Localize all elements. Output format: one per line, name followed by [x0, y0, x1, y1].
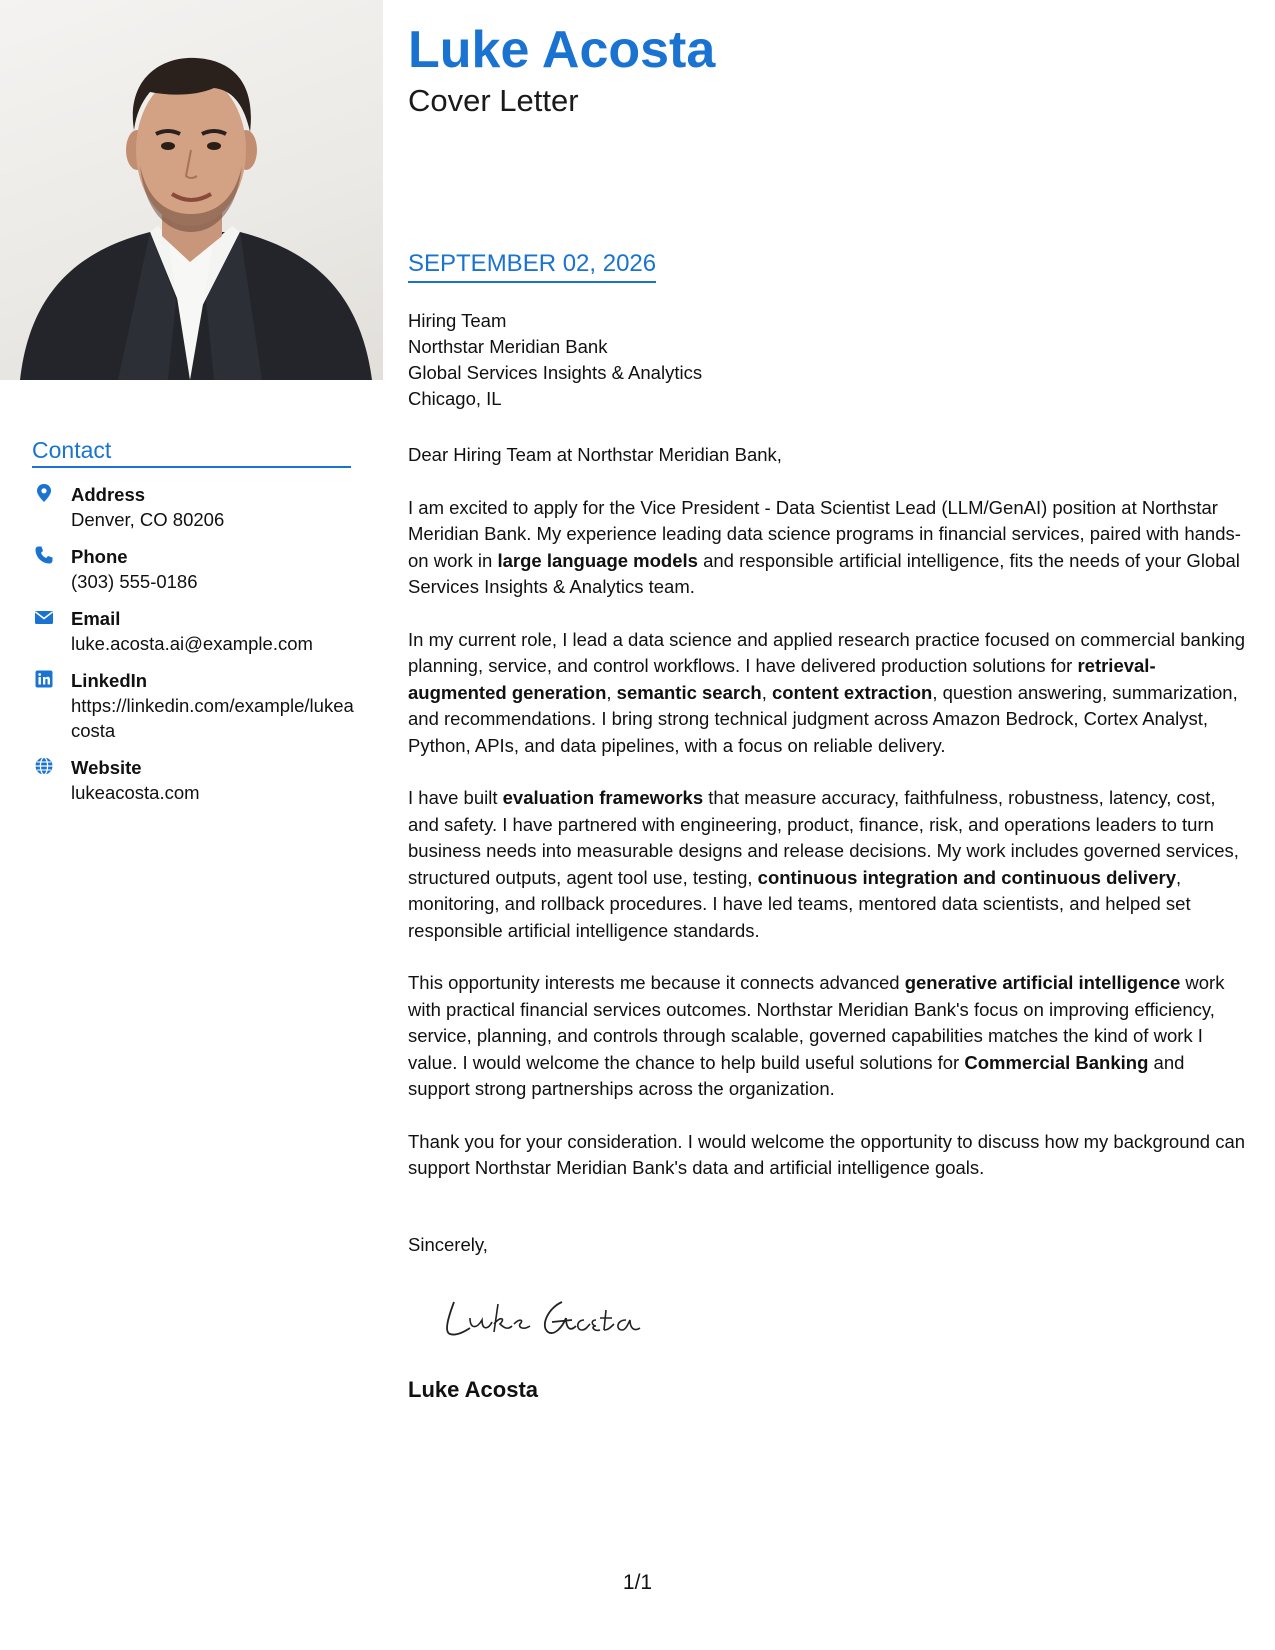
address-label: Address [71, 484, 146, 505]
contact-address [32, 482, 362, 532]
email-label: Email [71, 608, 121, 629]
website-label: Website [71, 757, 142, 778]
linkedin-label: LinkedIn [71, 670, 148, 691]
paragraph-text: I am excited to apply for the Vice President - Data Scientist Lead (LLM/GenAI) position at Northstar Meridian Bank. My experience leading data science programs in financial services, paired with hands-on work in [408, 496, 1241, 571]
contact-linkedin [32, 668, 362, 743]
contact-email [32, 606, 362, 656]
document-subtitle: Cover Letter [408, 83, 579, 118]
linkedin-value[interactable]: https://linkedin.com/example/lukeacosta [71, 695, 354, 741]
phone-value: (303) 555-0186 [71, 571, 198, 592]
paragraph-text: In my current role, I lead a data science and applied research practice focused on commercial banking planning, service, and control workflows. I have delivered production solutions for [408, 628, 1246, 676]
paragraph-text: , monitoring, and rollback procedures. I have led teams, mentored data scientists, and helped set responsible artificial intelligence standards. [408, 866, 1191, 941]
paragraph-text: that measure accuracy, faithfulness, robustness, latency, cost, and safety. I have partnered with engineering, product, finance, risk, and operations leaders to turn business needs into measurable designs and release decisions. My work includes governed services, structured outputs, agent tool use, testing, [408, 787, 1239, 888]
portrait-illustration [0, 0, 383, 380]
website-value[interactable]: lukeacosta.com [71, 782, 200, 803]
paragraph-text: and support strong partnerships across the organization. [408, 1051, 1185, 1099]
emphasis: continuous integration and continuous delivery [757, 866, 1176, 888]
paragraph-5: Thank you for your consideration. I would welcome the opportunity to discuss how my background can support Northstar Meridian Bank's data and artificial intelligence goals. [408, 1130, 1246, 1178]
emphasis: generative artificial intelligence [904, 972, 1181, 993]
emphasis: Commercial Banking [964, 1051, 1149, 1073]
closing: Sincerely, [408, 1234, 488, 1255]
recipient-line: Chicago, IL [408, 388, 502, 409]
emphasis: retrieval-augmented generation [408, 655, 1156, 703]
envelope-icon [34, 607, 54, 627]
separator: , [606, 681, 617, 703]
paragraph-4 [408, 970, 1248, 1103]
paragraph-2 [408, 627, 1248, 760]
recipient-line: Global Services Insights & Analytics [408, 362, 703, 383]
map-pin-icon [34, 483, 54, 503]
paragraph-3 [408, 785, 1248, 944]
paragraph-text: , question answering, summarization, and recommendations. I bring strong technical judgment across Amazon Bedrock, Cortex Analyst, Python, APIs, and data pipelines, with a focus on reliable delivery. [408, 681, 1238, 756]
paragraph-text: and responsible artificial intelligence, fits the needs of your Global Services Insights & Analytics team. [408, 549, 1240, 597]
phone-label: Phone [71, 546, 128, 567]
contact-website [32, 755, 362, 805]
contact-heading: Contact [32, 437, 351, 468]
recipient-line: Hiring Team [408, 310, 507, 331]
separator: , [761, 681, 772, 703]
recipient-line: Northstar Meridian Bank [408, 336, 608, 357]
phone-icon [34, 545, 54, 565]
profile-photo [0, 0, 383, 380]
globe-icon [34, 756, 54, 776]
paragraph-text: I have built [408, 787, 503, 808]
paragraph-text: work with practical financial services outcomes. Northstar Meridian Bank's focus on improving efficiency, service, planning, and controls through scalable, governed capabilities matches the kind of work I value. I would welcome the chance to help build useful solutions for [408, 972, 1225, 1073]
signer-name: Luke Acosta [408, 1377, 539, 1402]
emphasis: evaluation frameworks [502, 787, 704, 808]
recipient-block [408, 308, 702, 412]
salutation: Dear Hiring Team at Northstar Meridian Bank, [408, 444, 782, 465]
paragraph-1 [408, 495, 1248, 601]
page-title: Luke Acosta [408, 21, 716, 79]
signature-image [440, 1288, 660, 1348]
email-value[interactable]: luke.acosta.ai@example.com [71, 633, 313, 654]
emphasis: semantic search [616, 681, 762, 703]
contact-list [32, 482, 362, 817]
emphasis: content extraction [771, 681, 933, 703]
letter-body [408, 442, 1248, 1208]
page-number: 1/1 [622, 1571, 653, 1594]
letter-date: SEPTEMBER 02, 2026 [408, 250, 656, 283]
linkedin-icon [34, 669, 54, 689]
contact-phone [32, 544, 362, 594]
paragraph-text: This opportunity interests me because it connects advanced [408, 972, 905, 993]
address-value: Denver, CO 80206 [71, 509, 225, 530]
emphasis: large language models [497, 549, 698, 571]
